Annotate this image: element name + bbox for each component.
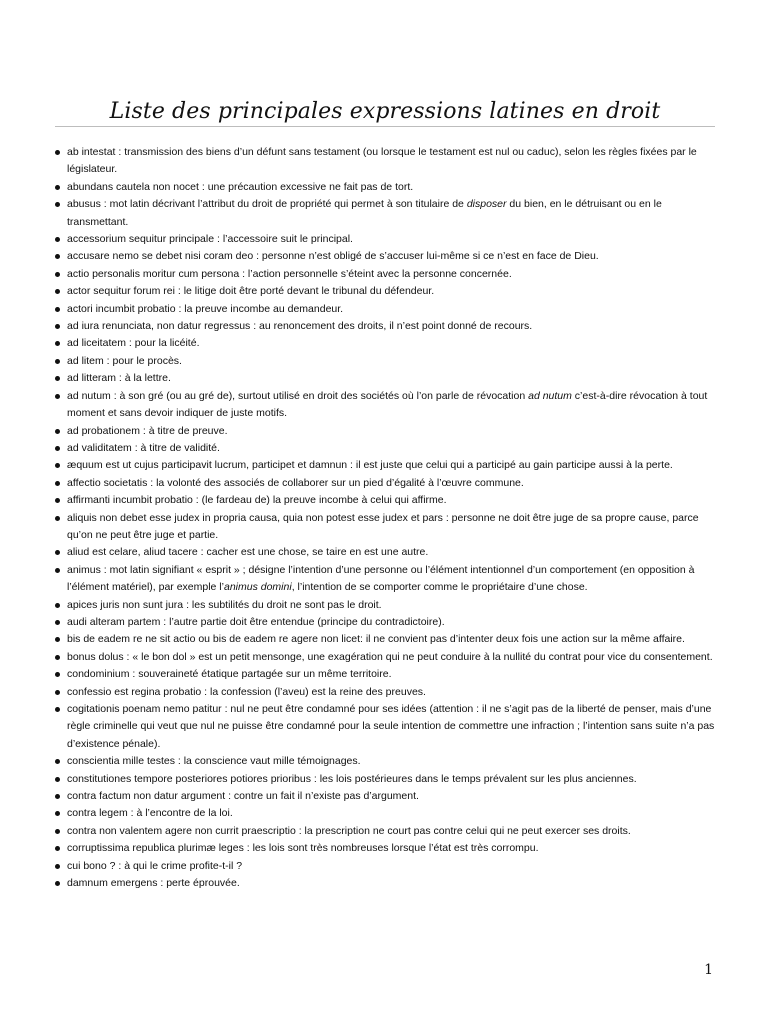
list-item xyxy=(55,144,717,179)
list-item xyxy=(55,666,717,683)
list-item xyxy=(55,631,717,648)
list-item xyxy=(55,858,717,875)
title-divider xyxy=(55,126,715,127)
list-item xyxy=(55,614,717,631)
list-item xyxy=(55,840,717,857)
list-item xyxy=(55,457,717,474)
page-title: Liste des principales expressions latines en droit xyxy=(109,99,661,124)
entry-text: ad litem : pour le procès. xyxy=(67,354,182,367)
entry-text: cogitationis poenam nemo patitur : nul ne peut être condamné pour ses idées (attention : il ne s’agit pas de la liberté de penser, mais d’une règle criminelle qui veut que nul ne puisse être condamné pour la seule intention de commettre une infraction ; l’intention sans suite n’a pas d’existence pénale). xyxy=(67,703,715,750)
entry-emphasis: animus domini xyxy=(223,581,292,594)
list-item xyxy=(55,353,717,370)
list-item xyxy=(55,440,717,457)
bullet-icon xyxy=(55,829,60,834)
entry-text: contra factum non datur argument : contre un fait il n’existe pas d’argument. xyxy=(67,790,419,803)
list-item xyxy=(55,544,717,561)
entry-text-continued: du bien, en le détruisant ou en le transmettant. xyxy=(67,198,662,228)
list-item xyxy=(55,370,717,387)
entry-text: confessio est regina probatio : la confession (l’aveu) est la reine des preuves. xyxy=(67,685,426,698)
list-item xyxy=(55,771,717,788)
list-item xyxy=(55,196,717,231)
list-item xyxy=(55,510,717,545)
bullet-icon xyxy=(55,516,60,521)
entry-text: animus : mot latin signifiant « esprit » ; désigne l’intention d’une personne ou l’élément intentionnel d’un comportement (en opposition à l’élément matériel), par exemple l’ xyxy=(67,563,695,594)
list-item xyxy=(55,492,717,509)
entry-emphasis: disposer xyxy=(466,198,507,211)
entry-text-continued: , l’intention de se comporter comme le propriétaire d’une chose. xyxy=(291,581,588,594)
bullet-icon xyxy=(55,690,60,695)
bullet-icon xyxy=(55,150,60,155)
bullet-icon xyxy=(55,620,60,625)
bullet-icon xyxy=(55,307,60,312)
bullet-icon xyxy=(55,429,60,434)
bullet-icon xyxy=(55,794,60,799)
bullet-icon xyxy=(55,550,60,555)
list-item xyxy=(55,179,717,196)
list-item xyxy=(55,301,717,318)
list-item xyxy=(55,649,717,666)
list-item xyxy=(55,266,717,283)
bullet-icon xyxy=(55,864,60,869)
entry-text: æquum est ut cujus participavit lucrum, participet et damnun : il est juste que celui qui a participé au gain participe aussi à la perte. xyxy=(67,459,673,472)
bullet-icon xyxy=(55,237,60,242)
list-item xyxy=(55,562,717,597)
bullet-icon xyxy=(55,359,60,364)
list-item xyxy=(55,231,717,248)
entry-text: contra legem : à l’encontre de la loi. xyxy=(67,807,233,820)
entry-text: ad litteram : à la lettre. xyxy=(67,372,171,385)
entry-text: aliud est celare, aliud tacere : cacher est une chose, se taire en est une autre. xyxy=(67,546,429,559)
list-item xyxy=(55,423,717,440)
list-item xyxy=(55,318,717,335)
entry-text: bonus dolus : « le bon dol » est un petit mensonge, une exagération qui ne peut conduire à la nullité du contrat pour vice du consentement. xyxy=(67,650,713,663)
bullet-icon xyxy=(55,759,60,764)
entry-text: ad liceitatem : pour la licéité. xyxy=(67,337,200,350)
entry-text: actor sequitur forum rei : le litige doit être porté devant le tribunal du défendeur. xyxy=(67,285,435,298)
list-item xyxy=(55,701,717,753)
list-item xyxy=(55,388,717,423)
list-item xyxy=(55,788,717,805)
entry-text: contra non valentem agere non currit praescriptio : la prescription ne court pas contre celui qui ne peut exercer ses droits. xyxy=(67,824,631,837)
list-item xyxy=(55,753,717,770)
bullet-icon xyxy=(55,289,60,294)
bullet-icon xyxy=(55,481,60,486)
entry-text: abundans cautela non nocet : une précaution excessive ne fait pas de tort. xyxy=(67,180,414,193)
list-item xyxy=(55,475,717,492)
entry-text: bis de eadem re ne sit actio ou bis de eadem re agere non licet: il ne convient pas d’intenter deux fois une action sur la même affaire. xyxy=(67,633,685,646)
bullet-icon xyxy=(55,707,60,712)
list-item xyxy=(55,823,717,840)
entry-text: aliquis non debet esse judex in propria causa, quia non potest esse judex et pars : personne ne doit être juge de sa propre cause, parce qu’on ne peut être juge et partie. xyxy=(67,511,699,541)
bullet-icon xyxy=(55,324,60,329)
entry-text: actori incumbit probatio : la preuve incombe au demandeur. xyxy=(67,302,344,315)
bullet-icon xyxy=(55,881,60,886)
bullet-icon xyxy=(55,272,60,277)
bullet-icon xyxy=(55,603,60,608)
expression-list xyxy=(55,144,717,892)
bullet-icon xyxy=(55,498,60,503)
entry-text: audi alteram partem : l’autre partie doit être entendue (principe du contradictoire). xyxy=(67,615,445,628)
entry-text: ad probationem : à titre de preuve. xyxy=(67,424,228,437)
entry-text: cui bono ? : à qui le crime profite-t-il ? xyxy=(67,859,243,872)
bullet-icon xyxy=(55,394,60,399)
entry-text: corruptissima republica plurimæ leges : les lois sont très nombreuses lorsque l’état est très corrompu. xyxy=(67,842,539,855)
entry-text: actio personalis moritur cum persona : l’action personnelle s’éteint avec la personne concernée. xyxy=(67,267,512,280)
list-item xyxy=(55,875,717,892)
bullet-icon xyxy=(55,846,60,851)
entry-emphasis: ad nutum xyxy=(528,389,572,402)
entry-text: affirmanti incumbit probatio : (le fardeau de) la preuve incombe à celui qui affirme. xyxy=(67,494,447,507)
entry-text: condominium : souveraineté étatique partagée sur un même territoire. xyxy=(67,668,392,681)
entry-text: accessorium sequitur principale : l’accessoire suit le principal. xyxy=(67,233,353,246)
bullet-icon xyxy=(55,254,60,259)
bullet-icon xyxy=(55,463,60,468)
bullet-icon xyxy=(55,202,60,207)
entry-text: abusus : mot latin décrivant l’attribut du droit de propriété qui permet à son titulaire de xyxy=(67,198,467,211)
list-item xyxy=(55,684,717,701)
entry-text: damnum emergens : perte éprouvée. xyxy=(67,877,240,890)
bullet-icon xyxy=(55,446,60,451)
bullet-icon xyxy=(55,376,60,381)
bullet-icon xyxy=(55,777,60,782)
list-item xyxy=(55,335,717,352)
list-item xyxy=(55,597,717,614)
list-item xyxy=(55,805,717,822)
list-item xyxy=(55,248,717,265)
entry-text: conscientia mille testes : la conscience vaut mille témoignages. xyxy=(67,755,361,768)
bullet-icon xyxy=(55,637,60,642)
entry-text: ad iura renunciata, non datur regressus : au renoncement des droits, il n’est point donné de recours. xyxy=(67,320,533,333)
list-item xyxy=(55,283,717,300)
page-number: 1 xyxy=(704,962,713,978)
bullet-icon xyxy=(55,185,60,190)
bullet-icon xyxy=(55,568,60,573)
bullet-icon xyxy=(55,811,60,816)
entry-text: apices juris non sunt jura : les subtilités du droit ne sont pas le droit. xyxy=(67,598,382,611)
bullet-icon xyxy=(55,672,60,677)
entry-text: ab intestat : transmission des biens d’un défunt sans testament (ou lorsque le testament est nul ou caduc), selon les règles fixées par le législateur. xyxy=(67,146,697,176)
entry-text: ad nutum : à son gré (ou au gré de), surtout utilisé en droit des sociétés où l’on parle de révocation xyxy=(67,389,529,402)
entry-text: affectio societatis : la volonté des associés de collaborer sur un pied d’égalité à l’œuvre commune. xyxy=(67,476,524,489)
bullet-icon xyxy=(55,655,60,660)
bullet-icon xyxy=(55,341,60,346)
entry-text: constitutiones tempore posteriores potiores prioribus : les lois postérieures dans le temps prévalent sur les plus anciennes. xyxy=(67,772,637,785)
entry-text-continued: c’est-à-dire révocation à tout moment et sans devoir indiquer de juste motifs. xyxy=(67,389,708,420)
entry-text: ad validitatem : à titre de validité. xyxy=(67,441,220,454)
entry-text: accusare nemo se debet nisi coram deo : personne n’est obligé de s’accuser lui-même si ce n’est en face de Dieu. xyxy=(67,250,599,263)
